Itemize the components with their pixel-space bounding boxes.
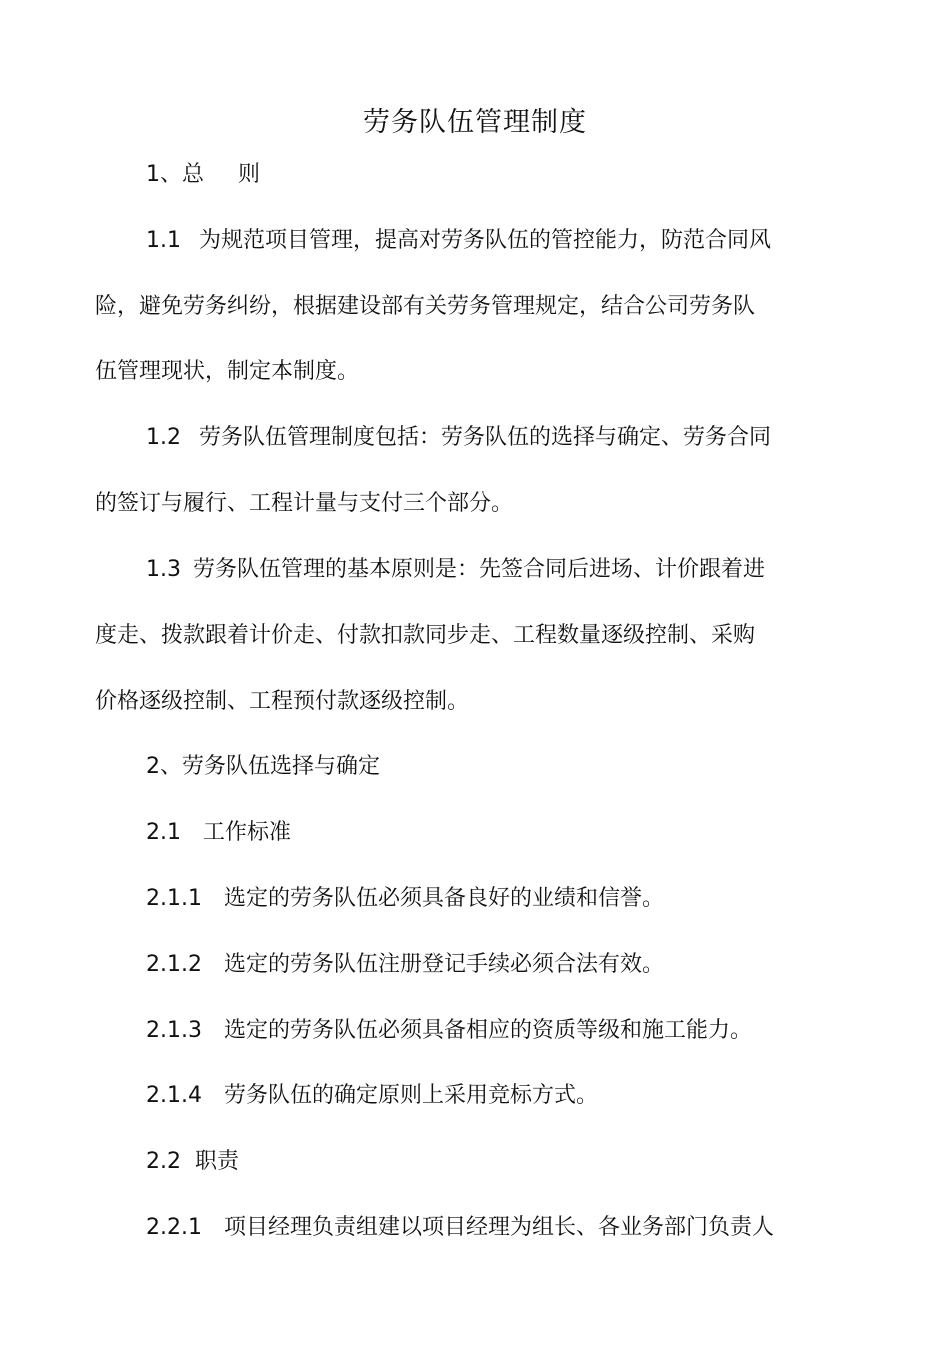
paragraph-1-2-text-1: 劳务队伍管理制度包括：劳务队伍的选择与确定、劳务合同 — [199, 425, 772, 450]
document-title: 劳务队伍管理制度 — [363, 107, 587, 138]
item-2-2-1-text: 项目经理负责组建以项目经理为组长、各业务部门负责人 — [223, 1215, 774, 1240]
item-2-1-1 — [146, 884, 664, 914]
section-2-heading: 2、劳务队伍选择与确定 — [146, 754, 380, 779]
item-2-1-2 — [146, 950, 664, 980]
paragraph-1-1-line-1 — [146, 226, 771, 256]
paragraph-1-3-line-2: 度走、拨款跟着计价走、付款扣款同步走、工程数量逐级控制、采购 — [95, 623, 756, 648]
item-2-1-2-text: 选定的劳务队伍注册登记手续必须合法有效。 — [223, 952, 664, 977]
paragraph-1-2-line-2: 的签订与履行、工程计量与支付三个部分。 — [95, 491, 514, 516]
paragraph-1-3-line-3: 价格逐级控制、工程预付款逐级控制。 — [95, 689, 470, 714]
paragraph-1-3-text-1: 劳务队伍管理的基本原则是：先签合同后进场、计价跟着进 — [193, 557, 766, 582]
item-2-1-4 — [146, 1081, 598, 1111]
item-2-2 — [146, 1147, 239, 1177]
paragraph-1-1-line-3: 伍管理现状，制定本制度。 — [95, 359, 360, 384]
paragraph-1-2-num: 1.2 — [146, 425, 181, 450]
paragraph-1-3-num: 1.3 — [146, 557, 181, 582]
item-2-1-4-num: 2.1.4 — [146, 1083, 202, 1108]
paragraph-1-1-line-2: 险，避免劳务纠纷，根据建设部有关劳务管理规定，结合公司劳务队 — [95, 294, 756, 319]
paragraph-1-1-num: 1.1 — [146, 228, 181, 253]
section-1-heading-num: 1、总 — [146, 162, 204, 187]
item-2-2-text: 职责 — [195, 1149, 240, 1174]
section-1-heading — [146, 160, 260, 190]
section-1-heading-text: 则 — [238, 162, 261, 187]
paragraph-1-2-line-1 — [146, 423, 771, 453]
item-2-2-1 — [146, 1213, 774, 1243]
item-2-1-3 — [146, 1016, 752, 1046]
item-2-1-3-num: 2.1.3 — [146, 1018, 202, 1043]
paragraph-1-1-text-1: 为规范项目管理，提高对劳务队伍的管控能力，防范合同风 — [199, 228, 772, 253]
item-2-1-4-text: 劳务队伍的确定原则上采用竞标方式。 — [223, 1083, 598, 1108]
item-2-1-1-text: 选定的劳务队伍必须具备良好的业绩和信誉。 — [223, 886, 664, 911]
item-2-1-text: 工作标准 — [203, 820, 292, 845]
item-2-1-2-num: 2.1.2 — [146, 952, 202, 977]
item-2-1 — [146, 818, 291, 848]
item-2-1-3-text: 选定的劳务队伍必须具备相应的资质等级和施工能力。 — [223, 1018, 752, 1043]
item-2-2-1-num: 2.2.1 — [146, 1215, 202, 1240]
item-2-2-num: 2.2 — [146, 1149, 181, 1174]
paragraph-1-3-line-1 — [146, 555, 765, 585]
item-2-1-num: 2.1 — [146, 820, 181, 845]
item-2-1-1-num: 2.1.1 — [146, 886, 202, 911]
